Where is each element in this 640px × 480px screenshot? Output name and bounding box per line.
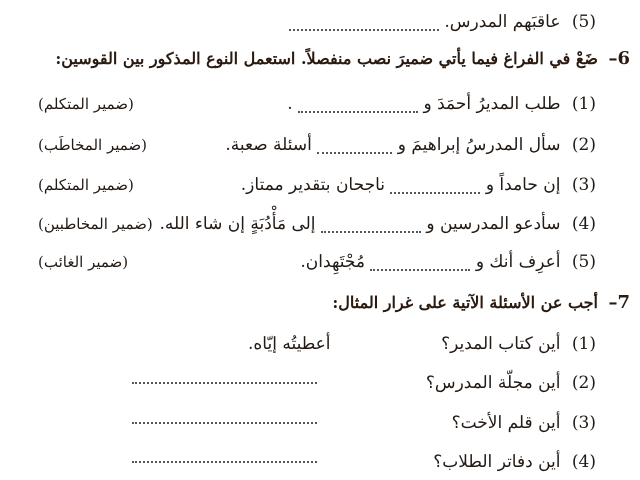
answer-blank[interactable] bbox=[289, 15, 439, 31]
q6-item-2 bbox=[0, 130, 640, 160]
answer-blank[interactable] bbox=[298, 97, 418, 113]
question-instruction: أجب عن الأسئلة الآتية على غرار المثال: bbox=[332, 293, 598, 312]
q7-item-4 bbox=[0, 447, 640, 477]
pronoun-hint: (ضمير المخاطَب) bbox=[38, 136, 148, 154]
item-q5-5 bbox=[0, 7, 640, 37]
answer-blank[interactable] bbox=[132, 461, 317, 463]
item-after-text: مُجْتَهِدان. bbox=[300, 252, 365, 272]
pronoun-hint: (ضمير المتكلم) bbox=[38, 95, 134, 113]
item-before-text: طلب المديرُ أحمَدَ و bbox=[423, 94, 561, 114]
item-number: (1) bbox=[571, 94, 596, 114]
example-answer: أعطيتُه إيّاه. bbox=[248, 334, 331, 354]
pronoun-hint: (ضمير المخاطبين) bbox=[38, 215, 153, 233]
item-after-text: أسئلة صعبة. bbox=[225, 135, 312, 155]
item-before-text: سأدعو المدرسين و bbox=[426, 214, 561, 234]
q7-item-1 bbox=[0, 329, 640, 359]
item-number: (3) bbox=[571, 175, 596, 195]
item-number: (2) bbox=[571, 135, 596, 155]
item-number: (5) bbox=[571, 252, 596, 272]
item-after-text: إلى مَأْدُبَةٍ إن شاء الله. bbox=[159, 214, 316, 234]
question-text: أين قلم الأخت؟ bbox=[451, 413, 561, 433]
question-instruction: ضَعْ في الفراغ فيما يأتي ضميرَ نصب منفصلاً. استعمل النوع المذكور بين القوسين: bbox=[55, 49, 598, 68]
answer-blank[interactable] bbox=[390, 178, 480, 194]
answer-blank[interactable] bbox=[370, 255, 470, 271]
item-before-text: سأل المدرسُ إبراهيمَ و bbox=[397, 135, 561, 155]
item-number: (4) bbox=[571, 214, 596, 234]
answer-blank[interactable] bbox=[132, 382, 317, 384]
answer-blank[interactable] bbox=[132, 422, 317, 424]
pronoun-hint: (ضمير المتكلم) bbox=[38, 176, 134, 194]
item-number: (4) bbox=[571, 452, 596, 472]
question-7-heading bbox=[0, 288, 640, 318]
q6-item-1 bbox=[0, 89, 640, 119]
question-6-heading bbox=[0, 44, 640, 74]
answer-blank[interactable] bbox=[321, 217, 421, 233]
q7-item-2 bbox=[0, 368, 640, 398]
question-text: أين دفاتر الطلاب؟ bbox=[433, 452, 561, 472]
question-number: 7– bbox=[608, 292, 630, 313]
question-number: 6– bbox=[608, 48, 630, 69]
q7-item-3 bbox=[0, 408, 640, 438]
item-before-text: أعرِف أنك و bbox=[475, 252, 561, 272]
q6-item-5 bbox=[0, 247, 640, 277]
item-number: (1) bbox=[571, 334, 596, 354]
item-after-text: ناجحان بتقدير ممتاز. bbox=[240, 175, 385, 195]
answer-blank[interactable] bbox=[317, 138, 392, 154]
item-after-text: . bbox=[287, 94, 293, 114]
item-text: عاقبَهم المدرس. bbox=[444, 12, 561, 32]
q6-item-3 bbox=[0, 170, 640, 200]
question-text: أين مجلّة المدرس؟ bbox=[425, 373, 561, 393]
item-number: (2) bbox=[571, 373, 596, 393]
q6-item-4 bbox=[0, 209, 640, 239]
pronoun-hint: (ضمير الغائب) bbox=[38, 253, 129, 271]
item-number: (3) bbox=[571, 413, 596, 433]
item-before-text: إن حامداً و bbox=[485, 175, 561, 195]
item-number: (5) bbox=[571, 12, 596, 32]
question-text: أين كتاب المدير؟ bbox=[441, 334, 561, 354]
